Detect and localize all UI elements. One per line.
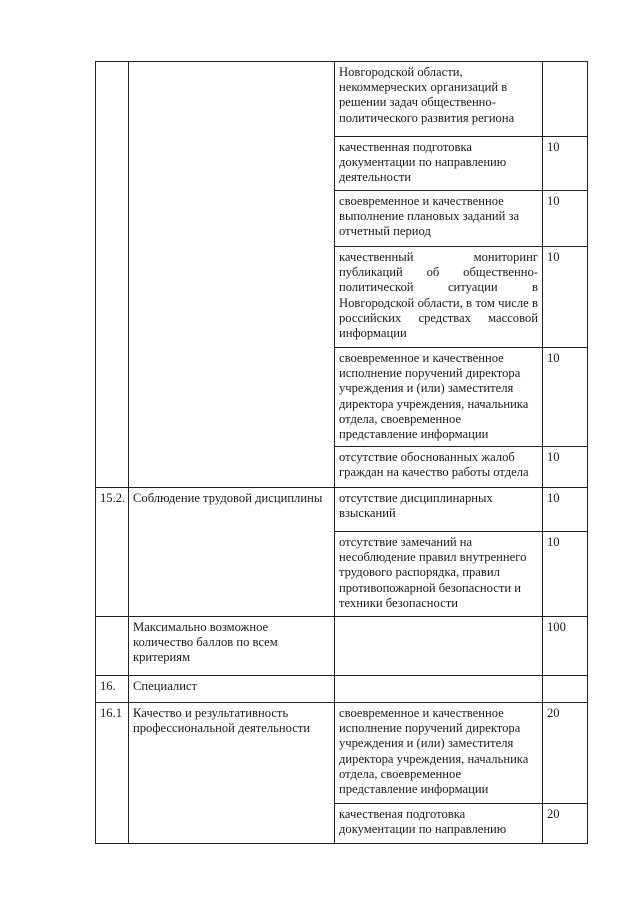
points-value: 10 [543,247,588,348]
row-number: 16. [96,676,129,703]
table-row [96,617,588,676]
criterion-name: Максимально возможное количество баллов по всем критериям [129,617,335,676]
row-number [96,617,129,676]
points-value: 100 [543,617,588,676]
indicator-text: отсутствие замечаний на несоблюдение правил внутреннего трудового распорядка, правил противопожарной безопасности и техники безопасности [335,532,543,617]
indicator-text: своевременное и качественное исполнение поручений директора учреждения и (или) заместителя директора учреждения, начальника отдела, своевременное представление информации [335,703,543,804]
criterion-name: Качество и результативность профессиональной деятельности [129,703,335,844]
table-row [96,703,588,804]
indicator-text: качественная подготовка документации по направлению деятельности [335,137,543,191]
points-value: 10 [543,532,588,617]
indicator-text: своевременное и качественное выполнение плановых заданий за отчетный период [335,191,543,247]
points-value: 10 [543,447,588,488]
criterion-name: Соблюдение трудовой дисциплины [129,488,335,617]
points-value: 10 [543,488,588,532]
criterion-name [129,62,335,488]
indicator-text: своевременное и качественное исполнение поручений директора учреждения и (или) заместителя директора учреждения, начальника отдела, своевременное представление информации [335,348,543,447]
criteria-table [95,61,588,844]
row-number: 16.1 [96,703,129,844]
indicator-text: качественный мониторинг публикаций об общественно-политической ситуации в Новгородской области, в том числе в российских средствах массовой информации [335,247,543,348]
points-value [543,62,588,137]
points-value: 10 [543,137,588,191]
table-row [96,62,588,137]
points-value: 20 [543,804,588,844]
table-row [96,488,588,532]
indicator-text: Новгородской области, некоммерческих организаций в решении задач общественно-политического развития региона [335,62,543,137]
points-value: 10 [543,348,588,447]
indicator-text [335,617,543,676]
indicator-text: отсутствие обоснованных жалоб граждан на качество работы отдела [335,447,543,488]
points-value: 20 [543,703,588,804]
indicator-text: отсутствие дисциплинарных взысканий [335,488,543,532]
points-value: 10 [543,191,588,247]
indicator-text: качественая подготовка документации по направлению [335,804,543,844]
indicator-text [335,676,543,703]
row-number [96,62,129,488]
row-number: 15.2. [96,488,129,617]
points-value [543,676,588,703]
table-row [96,676,588,703]
criterion-name: Специалист [129,676,335,703]
